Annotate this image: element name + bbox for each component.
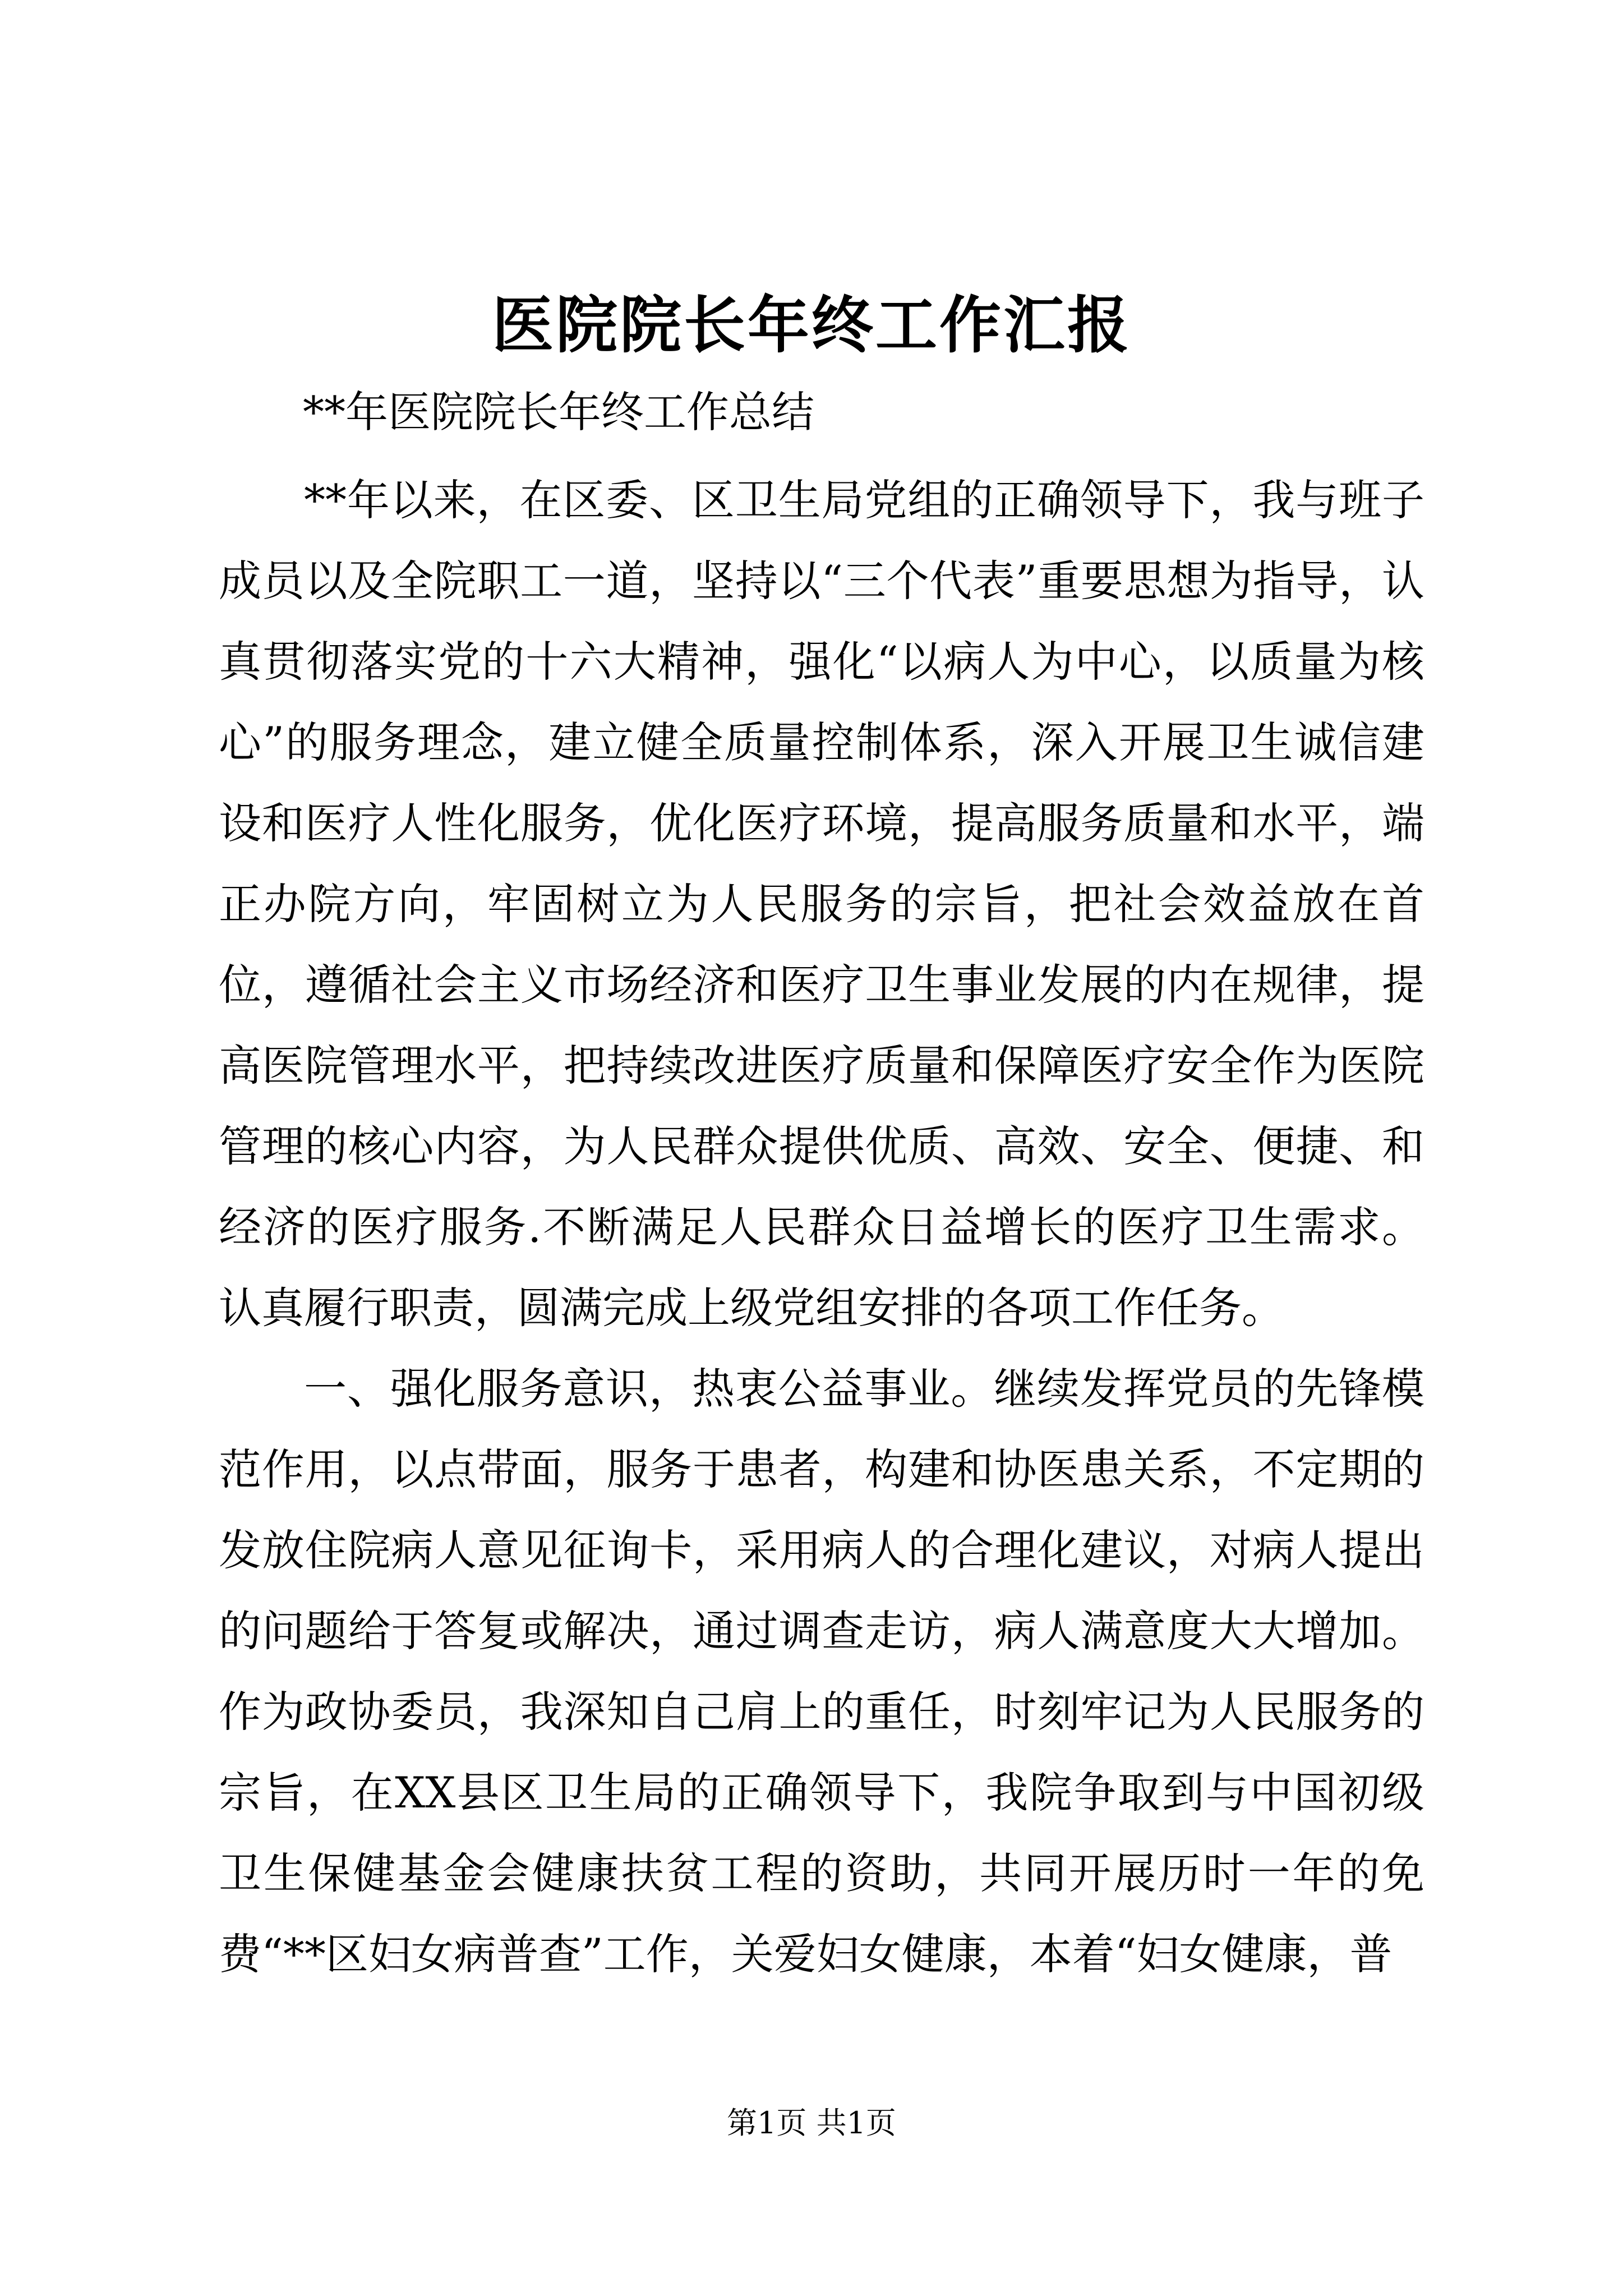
page-footer: 第1页 共1页 (727, 2105, 896, 2141)
document-title: 医院院长年终工作汇报 (492, 289, 1131, 361)
paragraph-intro: **年以来，在区委、区卫生局党组的正确领导下，我与班子成员以及全院职工一道，坚持以“三个代表”重要思想为指导，认真贯彻落实党的十六大精神，强化“以病人为中心，以质量为核心”的服务理念，建立健全质量控制体系，深入开展卫生诚信建设和医疗人性化服务，优化医疗环境，提高服务质量和水平，端正办院方向，牢固树立为人民服务的宗旨，把社会效益放在首位，遵循社会主义市场经济和医疗卫生事业发展的内在规律，提高医院管理水平，把持续改进医疗质量和保障医疗安全作为医院管理的核心内容，为人民群众提供优质、高效、安全、便捷、和经济的医疗服务.不断满足人民群众日益增长的医疗卫生需求。认真履行职责，圆满完成上级党组安排的各项工作任务。 (219, 475, 1424, 1333)
paragraph-section-one: 一、强化服务意识，热衷公益事业。继续发挥党员的先锋模范作用，以点带面，服务于患者，构建和协医患关系，不定期的发放住院病人意见征询卡，采用病人的合理化建议，对病人提出的问题给于答复或解决，通过调查走访，病人满意度大大增加。作为政协委员，我深知自己肩上的重任，时刻牢记为人民服务的宗旨，在XX县区卫生局的正确领导下，我院争取到与中国初级卫生保健基金会健康扶贫工程的资助，共同开展历时一年的免费“**区妇女病普查”工作，关爱妇女健康，本着“妇女健康，普 (219, 1364, 1424, 1979)
document-body (219, 460, 1424, 1995)
document-subtitle: **年医院院长年终工作总结 (303, 387, 814, 437)
